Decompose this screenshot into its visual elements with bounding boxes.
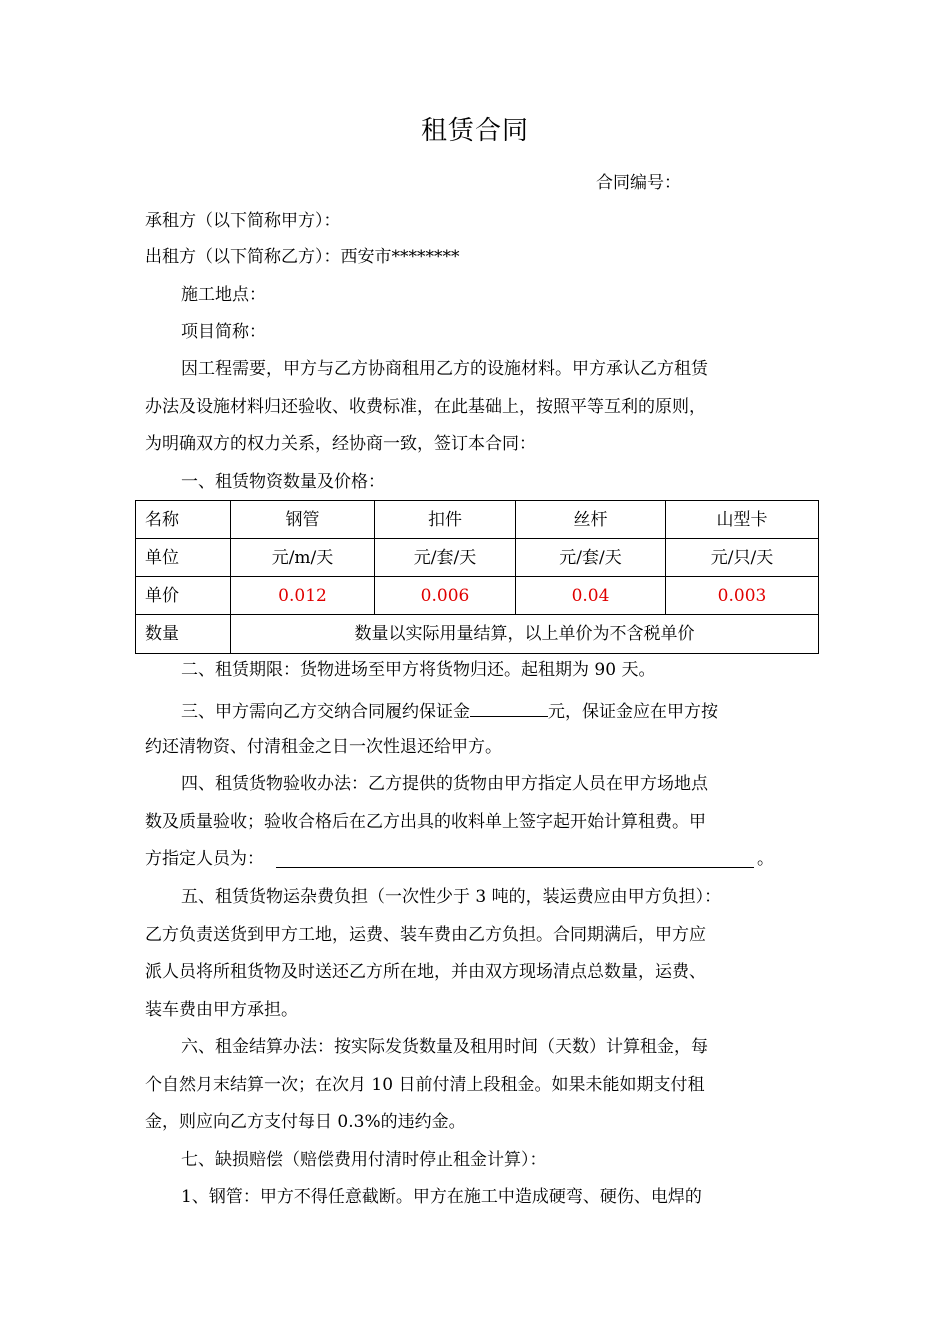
lessor-line: 出租方（以下简称乙方）：西安市******** [145,247,460,267]
intro-line-1: 因工程需要，甲方与乙方协商租用乙方的设施材料。甲方承认乙方租赁 [181,359,708,379]
table-cell: 元/套/天 [375,539,516,577]
contract-number-label: 合同编号： [596,173,681,193]
section4-line-2: 数及质量验收；验收合格后在乙方出具的收料单上签字起开始计算租费。甲 [145,812,706,832]
quantity-note-cell: 数量以实际用量结算，以上单价为不含税单价 [231,615,819,654]
section5-line-1: 五、租赁货物运杂费负担（一次性少于 3 吨的，装运费应由甲方负担）： [181,887,722,907]
table-cell: 元/m/天 [231,539,375,577]
table-cell: 山型卡 [666,501,819,539]
table-cell: 丝杆 [516,501,666,539]
table-cell: 元/只/天 [666,539,819,577]
section3-line-1 [181,698,718,723]
row-label: 单位 [136,539,231,577]
table-row [136,615,819,654]
section5-line-4: 装车费由甲方承担。 [145,1000,298,1020]
row-label: 数量 [136,615,231,654]
section7-item-1: 1、钢管：甲方不得任意截断。甲方在施工中造成硬弯、硬伤、电焊的 [181,1187,702,1207]
section7-title: 七、缺损赔偿（赔偿费用付清时停止租金计算）： [181,1150,547,1170]
table-row [136,539,819,577]
project-label: 项目简称： [181,322,266,342]
section4-line-1: 四、租赁货物验收办法：乙方提供的货物由甲方指定人员在甲方场地点 [181,774,708,794]
section3-text-after: 元，保证金应在甲方按 [548,702,718,722]
price-cell: 0.003 [666,577,819,615]
table-cell: 元/套/天 [516,539,666,577]
table-row [136,501,819,539]
intro-line-3: 为明确双方的权力关系，经协商一致，签订本合同： [145,434,536,454]
section4-period: 。 [757,849,774,869]
section4-line-3: 方指定人员为： [145,849,264,869]
price-cell: 0.012 [231,577,375,615]
section6-line-2: 个自然月末结算一次；在次月 10 日前付清上段租金。如果未能如期支付租 [145,1075,705,1095]
table-cell: 钢管 [231,501,375,539]
table-cell: 扣件 [375,501,516,539]
page-title: 租赁合同 [420,116,529,146]
goods-price-table [135,500,819,654]
section3-line-2: 约还清物资、付清租金之日一次性退还给甲方。 [145,737,502,757]
row-label: 名称 [136,501,231,539]
site-label: 施工地点： [181,285,266,305]
section2-line: 二、租赁期限：货物进场至甲方将货物归还。起租期为 90 天。 [181,660,656,680]
section5-line-3: 派人员将所租货物及时送还乙方所在地，并由双方现场清点总数量，运费、 [145,962,706,982]
section1-title: 一、租赁物资数量及价格： [181,472,385,492]
lessee-line: 承租方（以下简称甲方）： [145,211,341,231]
section5-line-2: 乙方负责送货到甲方工地，运费、装车费由乙方负担。合同期满后，甲方应 [145,925,706,945]
section3-text-before: 三、甲方需向乙方交纳合同履约保证金 [181,702,470,722]
deposit-amount-blank [470,698,548,717]
section6-line-1: 六、租金结算办法：按实际发货数量及租用时间（天数）计算租金，每 [181,1037,708,1057]
price-cell: 0.04 [516,577,666,615]
intro-line-2: 办法及设施材料归还验收、收费标准，在此基础上，按照平等互利的原则， [145,397,706,417]
section6-line-3: 金，则应向乙方支付每日 0.3%的违约金。 [145,1112,466,1132]
price-cell: 0.006 [375,577,516,615]
designated-person-blank [276,851,754,868]
row-label: 单价 [136,577,231,615]
table-row [136,577,819,615]
